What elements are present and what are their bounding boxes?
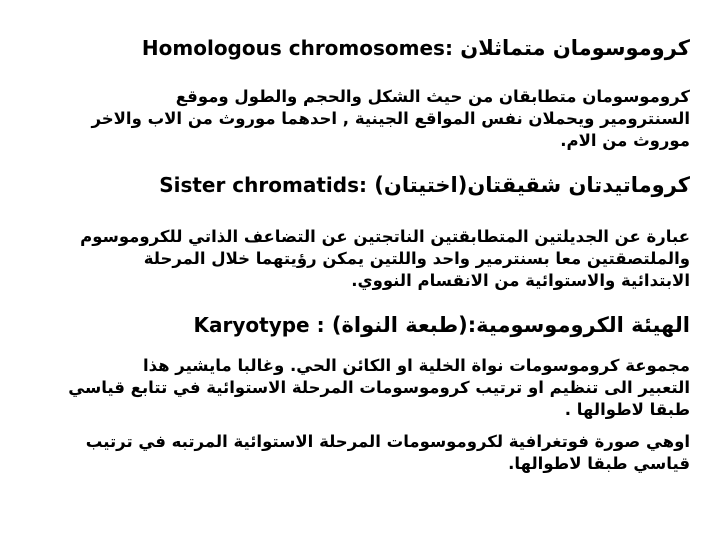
body-line: التعبير الى تنظيم او ترتيب كروموسومات المرحلة الاستوائية في تتابع قياسي [68, 378, 690, 397]
body-line: اوهي صورة فوتغرافية لكروموسومات المرحلة الاستوائية المرتبه في ترتيب [85, 432, 690, 451]
body-line: عبارة عن الجديلتين المتطابقتين الناتجتين عن التضاعف الذاتي للكروموسوم [80, 227, 690, 246]
body-line: موروث من الام. [560, 131, 690, 150]
heading-en: Sister chromatids: [159, 173, 367, 197]
heading-ar: كروماتيدتان شقيقتان(اختيتان) [374, 173, 690, 197]
heading-sister-chromatids [58, 170, 690, 200]
body-line: مجموعة كروموسومات نواة الخلية او الكائن الحي. وغالبا مايشير هذا [142, 356, 690, 375]
body-line: والملتصقتين معا بسنترمير واحد واللتين يمكن رؤيتهما خلال المرحلة [143, 249, 690, 268]
body-line: الابتدائية والاستوائية من الانقسام النووي. [351, 271, 690, 290]
body-line: قياسي طبقا لاطوالها. [508, 454, 690, 473]
heading-en: Karyotype : [193, 313, 325, 337]
heading-ar: الهيئة الكروموسومية:(طبعة النواة) [331, 313, 690, 337]
body-line: السنترومير ويحملان نفس المواقع الجينية , احدهما موروث من الاب والاخر [91, 109, 690, 128]
heading-karyotype [58, 310, 690, 340]
heading-en: Homologous chromosomes: [141, 36, 453, 60]
body-line: طبقا لاطوالها . [564, 400, 690, 419]
heading-ar: كروموسومان متماثلان [460, 36, 690, 60]
heading-homologous [58, 33, 690, 63]
body-line: كروموسومان متطابقان من حيث الشكل والحجم والطول وموقع [175, 87, 690, 106]
